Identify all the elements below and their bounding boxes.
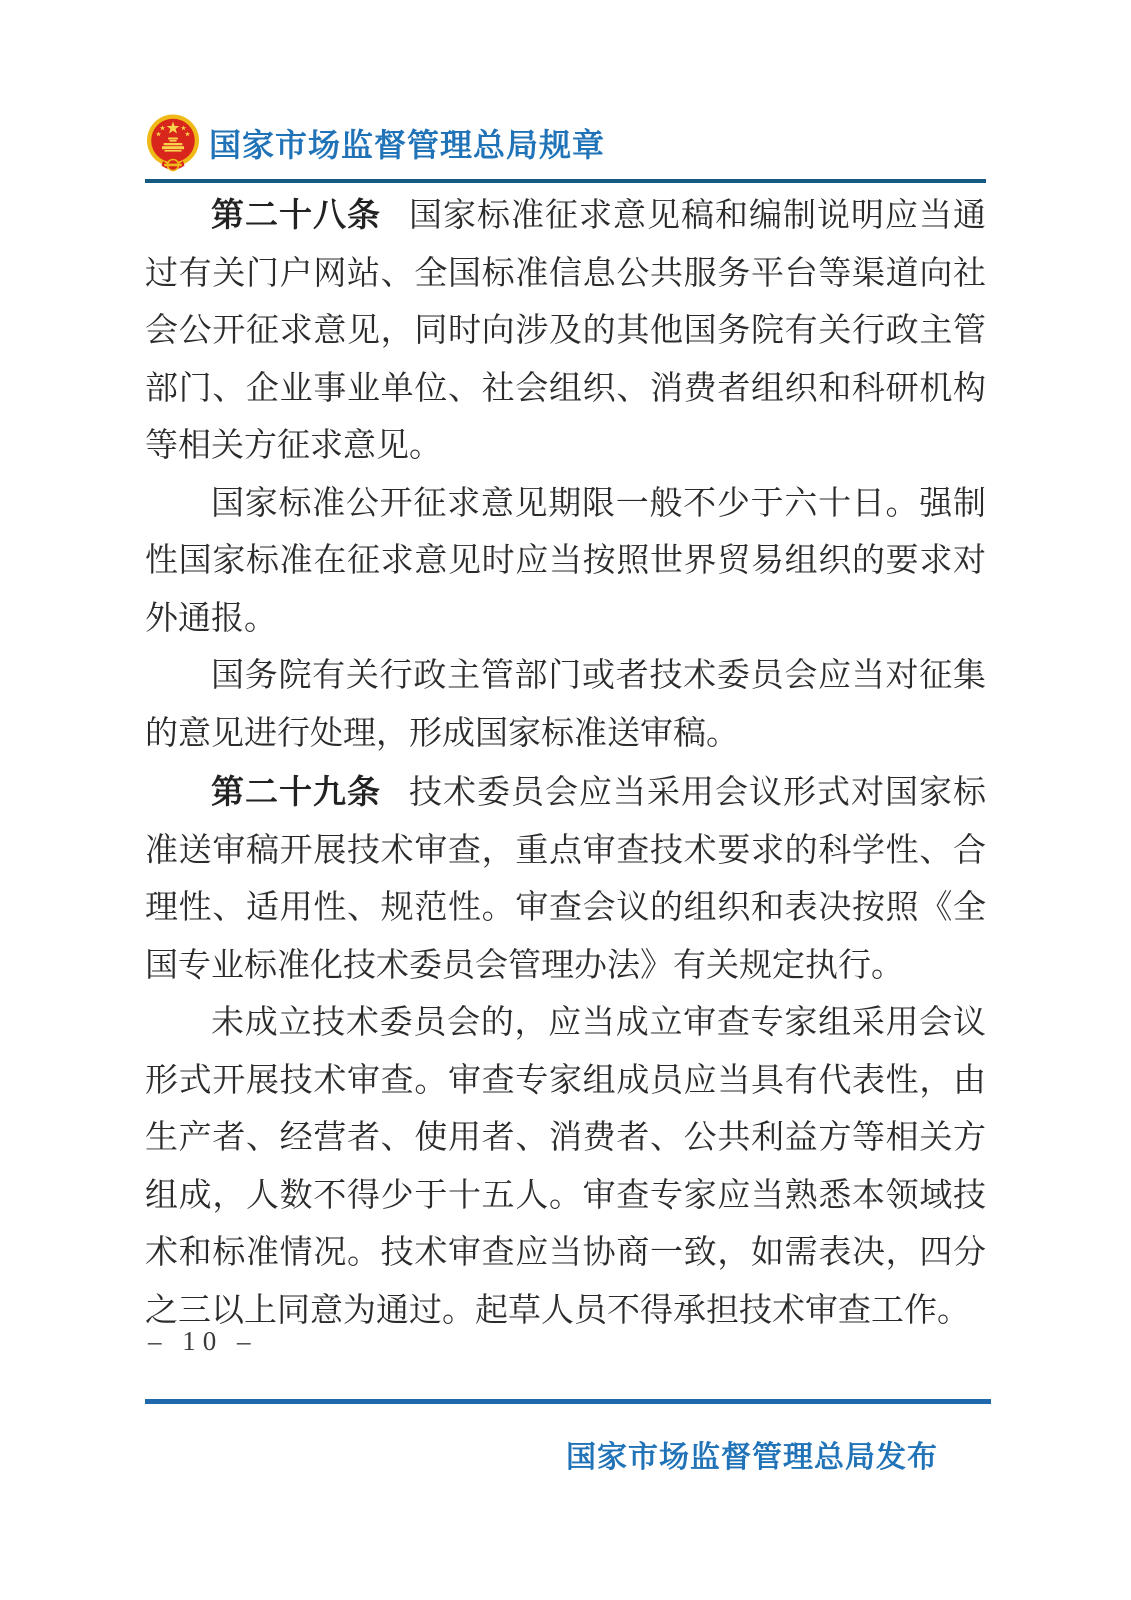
document-body — [145, 186, 986, 1340]
page-title: 国家市场监督管理总局规章 — [209, 127, 606, 163]
publisher-label: 国家市场监督管理总局发布 — [566, 1441, 938, 1474]
paragraph-text: 国家标准征求意见稿和编制说明应当通过有关门户网站、全国标准信息公共服务平台等渠道向社会公开征求意见，同时向涉及的其他国务院有关行政主管部门、企业事业单位、社会组织、消费者组织和科研机构等相关方征求意见。 — [145, 198, 987, 464]
paragraph-text: 未成立技术委员会的，应当成立审查专家组采用会议形式开展技术审查。审查专家组成员应当具有代表性，由生产者、经营者、使用者、消费者、公共利益方等相关方组成，人数不得少于十五人。审查专家应当熟悉本领域技术和标准情况。技术审查应当协商一致，如需表决，四分之三以上同意为通过。起草人员不得承担技术审查工作。 — [145, 1005, 986, 1329]
national-emblem-icon — [145, 113, 201, 173]
header-divider — [145, 179, 986, 183]
page-header — [145, 112, 986, 174]
footer-divider — [145, 1399, 991, 1404]
page-number: – 10 – — [148, 1326, 258, 1356]
paragraph — [145, 648, 986, 763]
paragraph — [145, 995, 986, 1340]
paragraph — [145, 476, 986, 649]
paragraph-text: 技术委员会应当采用会议形式对国家标准送审稿开展技术审查，重点审查技术要求的科学性、合理性、适用性、规范性。审查会议的组织和表决按照《全国专业标准化技术委员会管理办法》有关规定执行。 — [145, 775, 987, 984]
article-number: 第二十九条 — [211, 773, 381, 810]
paragraph — [145, 763, 986, 995]
paragraph-text: 国务院有关行政主管部门或者技术委员会应当对征集的意见进行处理，形成国家标准送审稿。 — [145, 658, 986, 752]
article-number: 第二十八条 — [211, 196, 381, 233]
paragraph-text: 国家标准公开征求意见期限一般不少于六十日。强制性国家标准在征求意见时应当按照世界贸易组织的要求对外通报。 — [145, 485, 986, 637]
paragraph — [145, 186, 986, 476]
